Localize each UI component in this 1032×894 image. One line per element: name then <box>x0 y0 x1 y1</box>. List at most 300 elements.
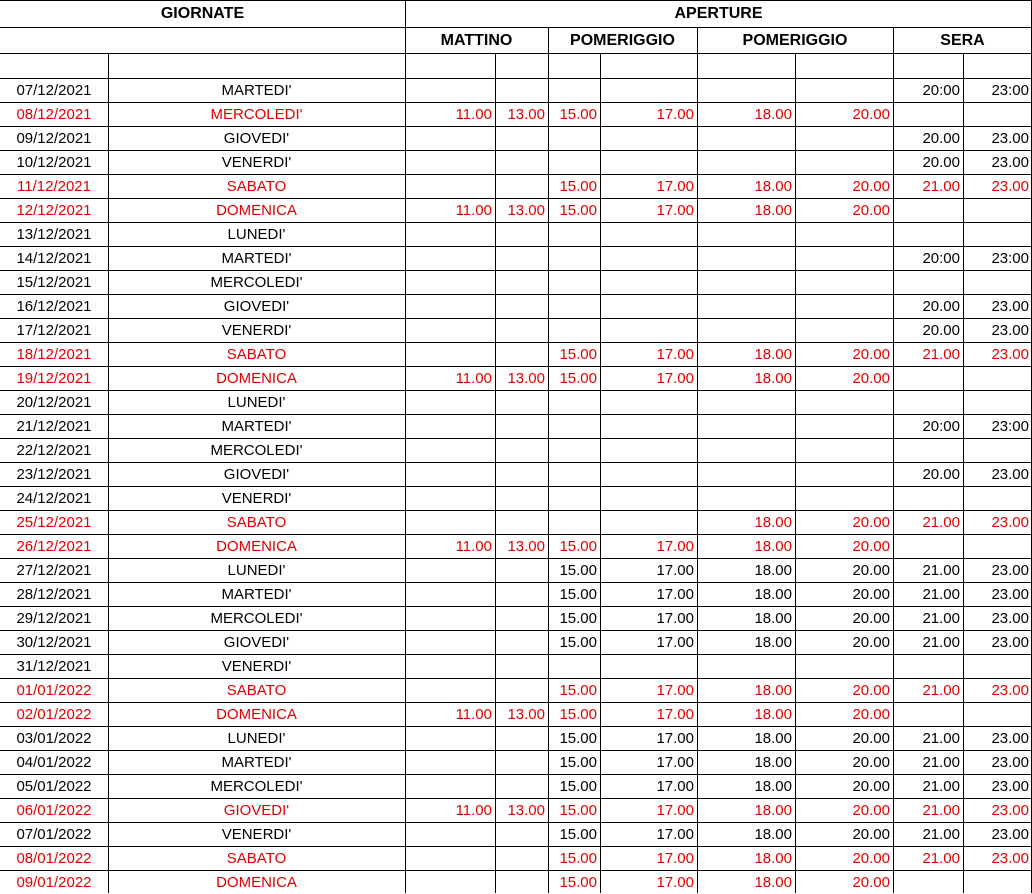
pomeriggio-start <box>548 127 600 150</box>
mattino-start: 11.00 <box>455 106 492 123</box>
pomeriggio2-end: 20.00 <box>852 514 890 531</box>
day-cell: GIOVEDI' <box>223 802 290 819</box>
sera-end: 23.00 <box>991 682 1029 699</box>
mattino-start <box>405 343 495 366</box>
pomeriggio2-end <box>795 79 893 102</box>
pomeriggio2-start: 18.00 <box>754 826 792 843</box>
date-cell: 22/12/2021 <box>16 442 92 459</box>
sera-start <box>893 535 963 558</box>
day-cell: SABATO <box>226 346 287 363</box>
sera-start: 21.00 <box>922 850 960 867</box>
date-cell: 04/01/2022 <box>16 754 92 771</box>
sera-start <box>893 199 963 222</box>
header-sera: SERA <box>940 32 985 49</box>
mattino-start: 11.00 <box>455 370 492 387</box>
mattino-end <box>495 79 548 102</box>
pomeriggio-end: 17.00 <box>656 346 694 363</box>
pomeriggio-end <box>600 271 697 294</box>
sera-end: 23.00 <box>991 514 1029 531</box>
mattino-end <box>495 463 548 486</box>
pomeriggio-start <box>548 487 600 510</box>
sera-start: 21.00 <box>922 610 960 627</box>
mattino-start <box>405 271 495 294</box>
date-cell: 18/12/2021 <box>16 346 92 363</box>
day-cell: SABATO <box>226 178 287 195</box>
mattino-start <box>405 391 495 414</box>
sera-start <box>893 103 963 126</box>
header-giornate: GIORNATE <box>160 5 245 22</box>
mattino-start <box>405 295 495 318</box>
sera-start: 21.00 <box>922 778 960 795</box>
day-cell: SABATO <box>226 514 287 531</box>
date-cell: 03/01/2022 <box>16 730 92 747</box>
mattino-end <box>495 583 548 606</box>
pomeriggio-end <box>600 511 697 534</box>
sera-start: 21.00 <box>922 754 960 771</box>
pomeriggio-start: 15.00 <box>559 826 597 843</box>
sera-start <box>893 271 963 294</box>
pomeriggio-end: 17.00 <box>656 802 694 819</box>
pomeriggio2-end: 20.00 <box>852 562 890 579</box>
day-cell: LUNEDI' <box>227 226 286 243</box>
sera-end <box>963 103 1032 126</box>
pomeriggio-end <box>600 655 697 678</box>
pomeriggio2-start <box>697 439 795 462</box>
header-mattino: MATTINO <box>440 32 513 49</box>
pomeriggio2-end: 20.00 <box>852 682 890 699</box>
pomeriggio-end: 17.00 <box>656 634 694 651</box>
sera-start: 20:00 <box>922 418 960 435</box>
mattino-end <box>495 295 548 318</box>
mattino-start: 11.00 <box>455 538 492 555</box>
day-cell: MARTEDI' <box>221 418 292 435</box>
pomeriggio2-end: 20.00 <box>852 754 890 771</box>
day-cell: SABATO <box>226 682 287 699</box>
mattino-end <box>495 247 548 270</box>
day-cell: MERCOLEDI' <box>210 106 303 123</box>
pomeriggio2-start <box>697 463 795 486</box>
pomeriggio2-start: 18.00 <box>754 802 792 819</box>
pomeriggio2-start: 18.00 <box>754 538 792 555</box>
pomeriggio2-start <box>697 391 795 414</box>
pomeriggio-end: 17.00 <box>656 706 694 723</box>
sera-start <box>893 223 963 246</box>
pomeriggio2-start: 18.00 <box>754 730 792 747</box>
pomeriggio-start <box>548 415 600 438</box>
sera-end: 23.00 <box>991 754 1029 771</box>
pomeriggio2-start: 18.00 <box>754 586 792 603</box>
date-cell: 17/12/2021 <box>16 322 92 339</box>
mattino-start <box>405 727 495 750</box>
sera-end: 23.00 <box>991 562 1029 579</box>
sera-start <box>893 871 963 894</box>
pomeriggio-end <box>600 463 697 486</box>
pomeriggio-start <box>548 79 600 102</box>
pomeriggio2-start: 18.00 <box>754 778 792 795</box>
pomeriggio-end <box>600 487 697 510</box>
pomeriggio-start: 15.00 <box>559 634 597 651</box>
sera-end: 23.00 <box>991 610 1029 627</box>
pomeriggio-end: 17.00 <box>656 562 694 579</box>
sera-end: 23:00 <box>991 250 1029 267</box>
pomeriggio-end: 17.00 <box>656 850 694 867</box>
pomeriggio-end: 17.00 <box>656 106 694 123</box>
pomeriggio-start: 15.00 <box>559 562 597 579</box>
pomeriggio-end <box>600 223 697 246</box>
sera-start <box>893 487 963 510</box>
pomeriggio2-end <box>795 319 893 342</box>
pomeriggio-start: 15.00 <box>559 202 597 219</box>
pomeriggio2-end <box>795 127 893 150</box>
sera-end: 23.00 <box>991 826 1029 843</box>
mattino-end <box>495 847 548 870</box>
date-cell: 27/12/2021 <box>16 562 92 579</box>
pomeriggio2-start: 18.00 <box>754 634 792 651</box>
mattino-start <box>405 487 495 510</box>
mattino-start <box>405 583 495 606</box>
pomeriggio-end: 17.00 <box>656 538 694 555</box>
sera-end: 23.00 <box>991 130 1029 147</box>
pomeriggio-start: 15.00 <box>559 586 597 603</box>
pomeriggio2-end: 20.00 <box>852 202 890 219</box>
pomeriggio-end: 17.00 <box>656 682 694 699</box>
pomeriggio2-start <box>697 319 795 342</box>
pomeriggio-start: 15.00 <box>559 706 597 723</box>
date-cell: 11/12/2021 <box>17 178 91 195</box>
pomeriggio-end: 17.00 <box>656 730 694 747</box>
sera-start: 21.00 <box>922 826 960 843</box>
day-cell: LUNEDI' <box>227 730 286 747</box>
pomeriggio2-end: 20.00 <box>852 850 890 867</box>
date-cell: 21/12/2021 <box>16 418 92 435</box>
date-cell: 16/12/2021 <box>16 298 92 315</box>
date-cell: 30/12/2021 <box>16 634 92 651</box>
day-cell: DOMENICA <box>216 202 297 219</box>
mattino-end <box>495 127 548 150</box>
day-cell: GIOVEDI' <box>223 634 290 651</box>
pomeriggio2-start: 18.00 <box>754 850 792 867</box>
day-cell: MERCOLEDI' <box>210 274 303 291</box>
sera-start <box>893 367 963 390</box>
pomeriggio2-start: 18.00 <box>754 682 792 699</box>
pomeriggio-end <box>600 295 697 318</box>
date-cell: 02/01/2022 <box>16 706 92 723</box>
pomeriggio-start: 15.00 <box>559 778 597 795</box>
mattino-end <box>495 727 548 750</box>
pomeriggio-end: 17.00 <box>656 370 694 387</box>
pomeriggio2-start <box>697 415 795 438</box>
day-cell: MERCOLEDI' <box>210 778 303 795</box>
pomeriggio2-end: 20.00 <box>852 874 890 891</box>
pomeriggio2-end: 20.00 <box>852 730 890 747</box>
day-cell: SABATO <box>226 850 287 867</box>
mattino-start <box>405 511 495 534</box>
pomeriggio-start <box>548 271 600 294</box>
sera-start: 21.00 <box>922 586 960 603</box>
pomeriggio-start <box>548 319 600 342</box>
date-cell: 31/12/2021 <box>16 658 92 675</box>
date-cell: 28/12/2021 <box>16 586 92 603</box>
pomeriggio-start <box>548 223 600 246</box>
sera-end: 23.00 <box>991 322 1029 339</box>
mattino-end: 13.00 <box>507 802 545 819</box>
pomeriggio2-end <box>795 415 893 438</box>
pomeriggio-start: 15.00 <box>559 682 597 699</box>
sera-end: 23.00 <box>991 346 1029 363</box>
pomeriggio2-start: 18.00 <box>754 346 792 363</box>
mattino-start <box>405 175 495 198</box>
pomeriggio-start <box>548 247 600 270</box>
mattino-end: 13.00 <box>507 106 545 123</box>
sera-start: 20.00 <box>922 298 960 315</box>
pomeriggio2-end: 20.00 <box>852 778 890 795</box>
day-cell: MARTEDI' <box>221 586 292 603</box>
sera-start <box>893 703 963 726</box>
date-cell: 13/12/2021 <box>16 226 92 243</box>
mattino-end <box>495 271 548 294</box>
sera-start: 21.00 <box>922 178 960 195</box>
mattino-end <box>495 319 548 342</box>
pomeriggio-end <box>600 415 697 438</box>
date-cell: 14/12/2021 <box>16 250 92 267</box>
sera-start: 20.00 <box>922 130 960 147</box>
mattino-start: 11.00 <box>455 802 492 819</box>
pomeriggio2-end: 20.00 <box>852 370 890 387</box>
mattino-end <box>495 631 548 654</box>
pomeriggio-end <box>600 79 697 102</box>
mattino-start <box>405 823 495 846</box>
date-cell: 19/12/2021 <box>16 370 92 387</box>
date-cell: 06/01/2022 <box>16 802 92 819</box>
day-cell: MARTEDI' <box>221 82 292 99</box>
pomeriggio2-start <box>697 127 795 150</box>
sera-end <box>963 703 1032 726</box>
pomeriggio2-start: 18.00 <box>754 202 792 219</box>
sera-end: 23.00 <box>991 778 1029 795</box>
day-cell: DOMENICA <box>216 706 297 723</box>
sera-end: 23.00 <box>991 850 1029 867</box>
pomeriggio2-start <box>697 487 795 510</box>
mattino-start <box>405 847 495 870</box>
pomeriggio-start: 15.00 <box>559 730 597 747</box>
hline-header-2 <box>0 53 1032 54</box>
day-cell: VENERDI' <box>221 658 292 675</box>
pomeriggio-start <box>548 439 600 462</box>
mattino-start <box>405 655 495 678</box>
day-cell: VENERDI' <box>221 826 292 843</box>
pomeriggio-start <box>548 463 600 486</box>
day-cell: MARTEDI' <box>221 250 292 267</box>
sera-end: 23.00 <box>991 802 1029 819</box>
mattino-start <box>405 127 495 150</box>
day-cell: DOMENICA <box>216 538 297 555</box>
pomeriggio-end <box>600 439 697 462</box>
pomeriggio2-start <box>697 223 795 246</box>
sera-end: 23.00 <box>991 466 1029 483</box>
mattino-start <box>405 559 495 582</box>
sera-start <box>893 391 963 414</box>
sera-end: 23:00 <box>991 418 1029 435</box>
mattino-start <box>405 463 495 486</box>
mattino-end: 13.00 <box>507 202 545 219</box>
mattino-end <box>495 223 548 246</box>
header-pomeriggio-1: POMERIGGIO <box>570 32 675 49</box>
mattino-start <box>405 607 495 630</box>
day-cell: VENERDI' <box>221 154 292 171</box>
pomeriggio2-start <box>697 295 795 318</box>
date-cell: 10/12/2021 <box>16 154 92 171</box>
sera-start: 20:00 <box>922 82 960 99</box>
mattino-end <box>495 439 548 462</box>
sera-end: 23.00 <box>991 586 1029 603</box>
date-cell: 15/12/2021 <box>16 274 92 291</box>
mattino-start <box>405 223 495 246</box>
mattino-start: 11.00 <box>455 706 492 723</box>
date-cell: 23/12/2021 <box>16 466 92 483</box>
day-cell: DOMENICA <box>216 370 297 387</box>
pomeriggio2-end: 20.00 <box>852 610 890 627</box>
sera-start: 20:00 <box>922 250 960 267</box>
mattino-start <box>405 247 495 270</box>
date-cell: 08/01/2022 <box>16 850 92 867</box>
pomeriggio-end <box>600 247 697 270</box>
mattino-start <box>405 79 495 102</box>
sera-end <box>963 871 1032 894</box>
mattino-end <box>495 415 548 438</box>
mattino-end <box>495 559 548 582</box>
pomeriggio2-start: 18.00 <box>754 178 792 195</box>
sera-start: 21.00 <box>922 634 960 651</box>
mattino-end <box>495 511 548 534</box>
pomeriggio-start <box>548 151 600 174</box>
pomeriggio-start <box>548 655 600 678</box>
pomeriggio-end: 17.00 <box>656 178 694 195</box>
sera-end <box>963 391 1032 414</box>
pomeriggio-end: 17.00 <box>656 754 694 771</box>
day-cell: MARTEDI' <box>221 754 292 771</box>
sera-end <box>963 199 1032 222</box>
pomeriggio2-end: 20.00 <box>852 826 890 843</box>
header-pomeriggio-2: POMERIGGIO <box>742 32 848 49</box>
pomeriggio-start: 15.00 <box>559 850 597 867</box>
pomeriggio2-start <box>697 151 795 174</box>
hline-header-0 <box>0 0 1032 1</box>
day-cell: LUNEDI' <box>227 562 286 579</box>
sera-start: 20.00 <box>922 154 960 171</box>
day-cell: GIOVEDI' <box>223 130 290 147</box>
pomeriggio2-start: 18.00 <box>754 514 792 531</box>
pomeriggio2-start: 18.00 <box>754 610 792 627</box>
pomeriggio2-end: 20.00 <box>852 634 890 651</box>
mattino-end: 13.00 <box>507 370 545 387</box>
day-cell: GIOVEDI' <box>223 298 290 315</box>
pomeriggio2-end <box>795 271 893 294</box>
mattino-end <box>495 871 548 894</box>
mattino-end <box>495 751 548 774</box>
pomeriggio2-start <box>697 655 795 678</box>
mattino-start <box>405 439 495 462</box>
day-cell: GIOVEDI' <box>223 466 290 483</box>
day-cell: DOMENICA <box>216 874 297 891</box>
date-cell: 08/12/2021 <box>16 106 92 123</box>
pomeriggio-start: 15.00 <box>559 802 597 819</box>
sera-end <box>963 439 1032 462</box>
sera-start: 20.00 <box>922 322 960 339</box>
mattino-end: 13.00 <box>507 706 545 723</box>
date-cell: 07/12/2021 <box>16 82 92 99</box>
mattino-end <box>495 151 548 174</box>
pomeriggio-end: 17.00 <box>656 826 694 843</box>
sera-start <box>893 655 963 678</box>
pomeriggio-start: 15.00 <box>559 538 597 555</box>
pomeriggio2-end <box>795 223 893 246</box>
mattino-end <box>495 823 548 846</box>
pomeriggio-end: 17.00 <box>656 202 694 219</box>
day-cell: VENERDI' <box>221 490 292 507</box>
pomeriggio2-end <box>795 487 893 510</box>
pomeriggio-start: 15.00 <box>559 610 597 627</box>
mattino-start <box>405 679 495 702</box>
pomeriggio2-start <box>697 79 795 102</box>
pomeriggio-end <box>600 319 697 342</box>
day-cell: VENERDI' <box>221 322 292 339</box>
pomeriggio-end: 17.00 <box>656 778 694 795</box>
mattino-start <box>405 775 495 798</box>
mattino-end <box>495 775 548 798</box>
mattino-start: 11.00 <box>455 202 492 219</box>
pomeriggio2-end: 20.00 <box>852 802 890 819</box>
pomeriggio-start: 15.00 <box>559 370 597 387</box>
sera-end: 23.00 <box>991 178 1029 195</box>
sera-end <box>963 655 1032 678</box>
pomeriggio2-start: 18.00 <box>754 370 792 387</box>
sera-start: 21.00 <box>922 562 960 579</box>
pomeriggio2-end <box>795 439 893 462</box>
mattino-end <box>495 175 548 198</box>
date-cell: 25/12/2021 <box>16 514 92 531</box>
mattino-start <box>405 319 495 342</box>
pomeriggio2-start: 18.00 <box>754 754 792 771</box>
sera-start: 21.00 <box>922 802 960 819</box>
mattino-start <box>405 415 495 438</box>
pomeriggio-start: 15.00 <box>559 874 597 891</box>
pomeriggio-end <box>600 391 697 414</box>
pomeriggio2-end: 20.00 <box>852 106 890 123</box>
header-aperture: APERTURE <box>674 5 763 22</box>
sera-end <box>963 271 1032 294</box>
pomeriggio-end: 17.00 <box>656 586 694 603</box>
sera-end: 23.00 <box>991 298 1029 315</box>
sera-end: 23.00 <box>991 634 1029 651</box>
mattino-end <box>495 391 548 414</box>
mattino-end <box>495 343 548 366</box>
sera-start: 20.00 <box>922 466 960 483</box>
pomeriggio2-end: 20.00 <box>852 346 890 363</box>
day-cell: MERCOLEDI' <box>210 442 303 459</box>
pomeriggio2-end <box>795 655 893 678</box>
pomeriggio2-end: 20.00 <box>852 538 890 555</box>
pomeriggio-start: 15.00 <box>559 106 597 123</box>
mattino-start <box>405 871 495 894</box>
date-cell: 05/01/2022 <box>16 778 92 795</box>
date-cell: 29/12/2021 <box>16 610 92 627</box>
pomeriggio2-start <box>697 247 795 270</box>
pomeriggio2-end: 20.00 <box>852 586 890 603</box>
mattino-end <box>495 487 548 510</box>
mattino-end <box>495 679 548 702</box>
sera-start: 21.00 <box>922 346 960 363</box>
hline-header-1 <box>0 27 1032 28</box>
